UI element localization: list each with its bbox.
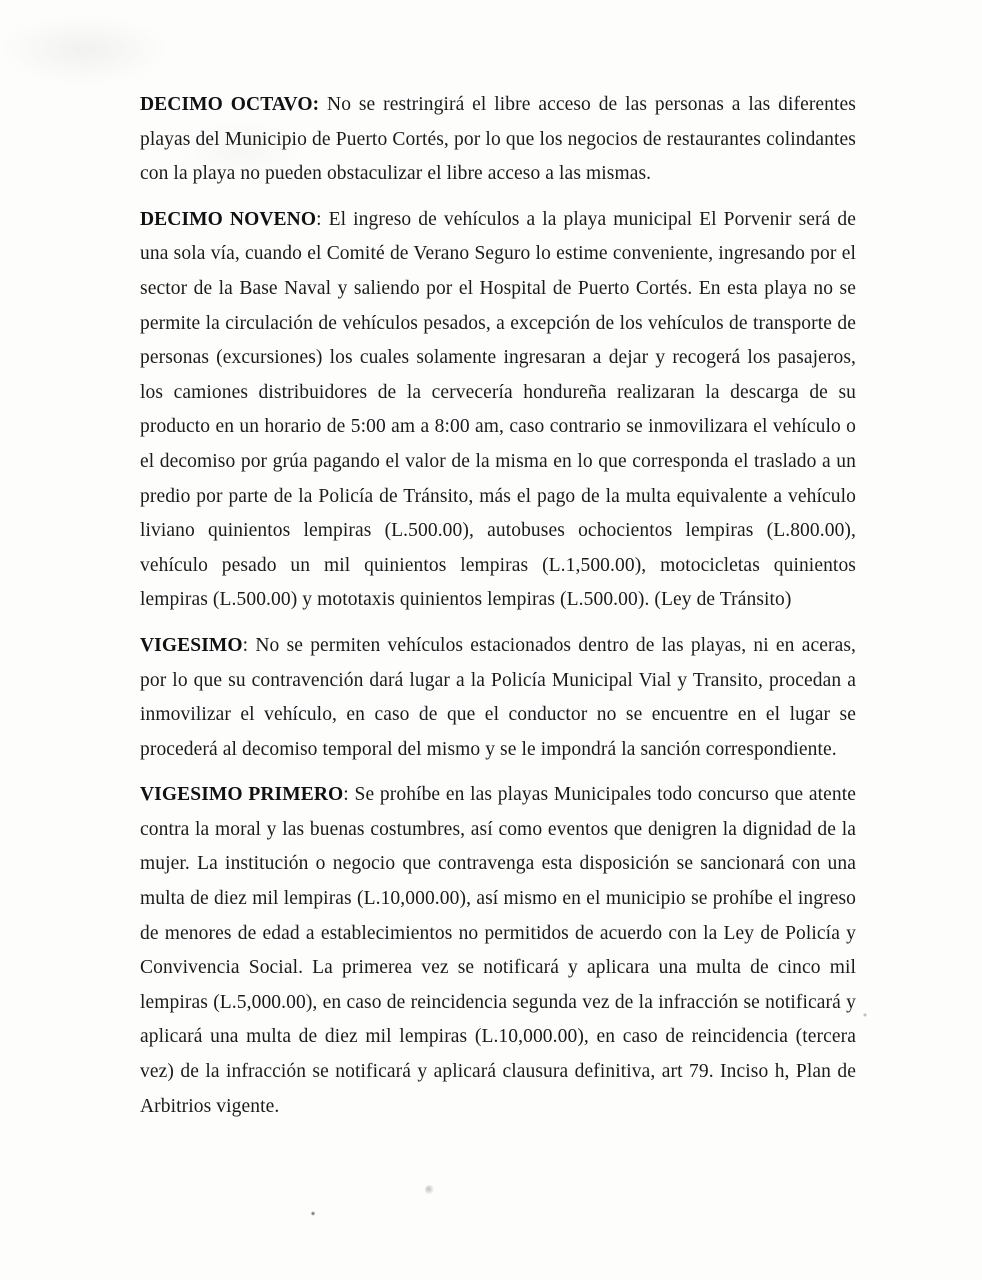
clause-separator: :: [343, 784, 355, 806]
clause-text-vigesimo-primero: Se prohíbe en las playas Municipales todo concurso que atente contra la moral y las buenas costumbres, así como eventos que denigren la dignidad de la mujer. La institución o negocio que contravenga esta disposición se sancionará con una multa de diez mil lempiras (L.10,000.00), así mismo en el municipio se prohíbe el ingreso de menores de edad a establecimientos no permitidos de acuerdo con la Ley de Policía y Convivencia Social. La primerea vez se notificará y aplicara una multa de cinco mil lempiras (L.5,000.00), en caso de reincidencia segunda vez de la infracción se notificará y aplicará una multa de diez mil lempiras (L.10,000.00), en caso de reincidencia (tercera vez) de la infracción se notificará y aplicará clausura definitiva, art 79. Inciso h, Plan de Arbitrios vigente.: [140, 784, 857, 1117]
scan-artifact-speck: [311, 1211, 315, 1216]
clause-separator: :: [316, 208, 329, 230]
clause-heading-vigesimo-primero: VIGESIMO PRIMERO: [140, 784, 344, 806]
clause-heading-vigesimo: VIGESIMO: [140, 634, 243, 656]
clause-separator: :: [242, 634, 256, 656]
clause-heading-decimo-octavo: DECIMO OCTAVO:: [140, 94, 320, 115]
scan-artifact-speck: [425, 1185, 434, 1195]
clause-separator: [319, 94, 327, 115]
paragraph-decimo-octavo: [140, 88, 856, 192]
paragraph-vigesimo: [140, 629, 856, 767]
clause-text-decimo-noveno: El ingreso de vehículos a la playa municipal El Porvenir será de una sola vía, cuando el Comité de Verano Seguro lo estime conveniente, ingresando por el sector de la Base Naval y saliendo por el Hospital de Puerto Cortés. En esta playa no se permite la circulación de vehículos pesados, a excepción de los vehículos de transporte de personas (excursiones) los cuales solamente ingresaran a dejar y recogerá los pasajeros, los camiones distribuidores de la cervecería hondureña realizaran la descarga de su producto en un horario de 5:00 am a 8:00 am, caso contrario se inmovilizara el vehículo o el decomiso por grúa pagando el valor de la misma en lo que corresponda el traslado a un predio por parte de la Policía de Tránsito, más el pago de la multa equivalente a vehículo liviano quinientos lempiras (L.500.00), autobuses ochocientos lempiras (L.800.00), vehículo pesado un mil quinientos lempiras (L.1,500.00), motocicletas quinientos lempiras (L.500.00) y mototaxis quinientos lempiras (L.500.00). (Ley de Tránsito): [140, 208, 856, 611]
clause-text-vigesimo: No se permiten vehículos estacionados dentro de las playas, ni en aceras, por lo que su contravención dará lugar a la Policía Municipal Vial y Transito, procedan a inmovilizar el vehículo, en caso de que el conductor no se encuentre en el lugar se procederá al decomiso temporal del mismo y se le impondrá la sanción correspondiente.: [140, 634, 856, 760]
paragraph-vigesimo-primero: [140, 778, 856, 1124]
scan-artifact-speck: [863, 1013, 867, 1017]
clause-text-decimo-octavo: No se restringirá el libre acceso de las personas a las diferentes playas del Municipio de Puerto Cortés, por lo que los negocios de restaurantes colindantes con la playa no pueden obstaculizar el libre acceso a las mismas.: [140, 94, 856, 185]
clause-heading-decimo-noveno: DECIMO NOVENO: [140, 208, 317, 230]
document-body: [140, 88, 856, 1135]
paragraph-decimo-noveno: [140, 203, 856, 618]
